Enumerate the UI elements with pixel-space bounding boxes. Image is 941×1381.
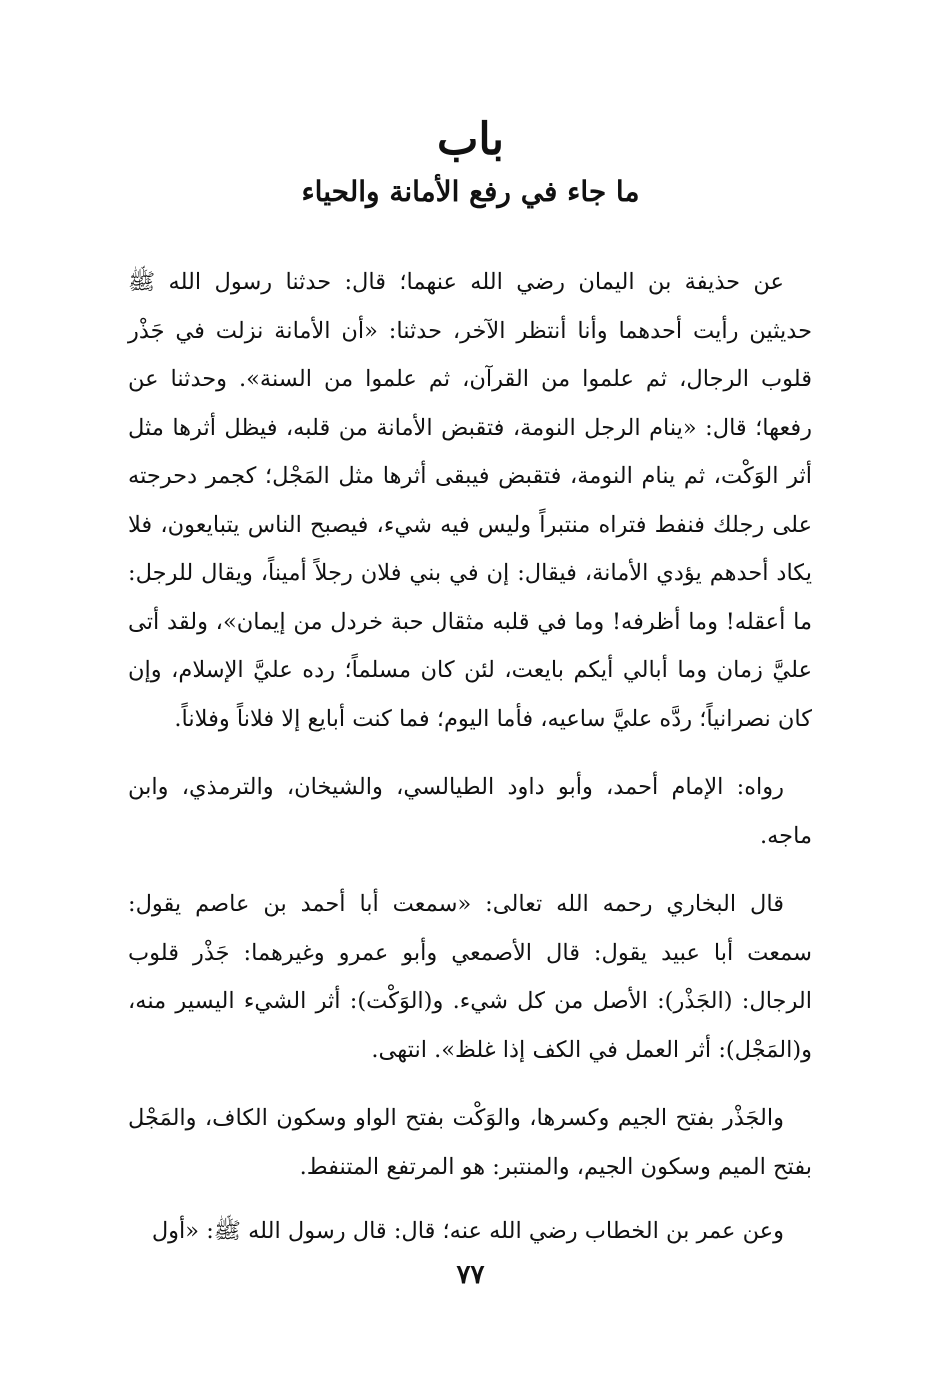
- next-hadith-paragraph: وعن عمر بن الخطاب رضي الله عنه؛ قال: قال رسول الله ﷺ: «أول: [151, 1218, 784, 1244]
- chapter-heading: باب: [436, 114, 505, 165]
- chapter-subtitle: ما جاء في رفع الأمانة والحياء: [301, 175, 640, 208]
- body-text: [128, 258, 812, 1256]
- vocalization-note-paragraph: والجَذْر بفتح الجيم وكسرها، والوَكْت بفتح الواو وسكون الكاف، والمَجْل بفتح الميم وسكون الجيم، والمنتبر: هو المرتفع المتنفط.: [128, 1105, 812, 1180]
- bukhari-commentary-paragraph: قال البخاري رحمه الله تعالى: «سمعت أبا أحمد بن عاصم يقول: سمعت أبا عبيد يقول: قال الأصمعي وأبو عمرو وغيرهما: جَذْر قلوب الرجال: (الجَذْر): الأصل من كل شيء. و(الوَكْت): أثر الشيء اليسير منه، و(المَجْل): أثر العمل في الكف إذا غلظ». انتهى.: [128, 891, 812, 1063]
- page-number: ٧٧: [456, 1260, 485, 1290]
- narrators-paragraph: رواه: الإمام أحمد، وأبو داود الطيالسي، والشيخان، والترمذي، وابن ماجه.: [128, 774, 812, 849]
- hadith-paragraph: عن حذيفة بن اليمان رضي الله عنهما؛ قال: حدثنا رسول الله ﷺ حديثين رأيت أحدهما وأنا أنتظر الآخر، حدثنا: «أن الأمانة نزلت في جَذْر قلوب الرجال، ثم علموا من القرآن، ثم علموا من السنة». وحدثنا عن رفعها؛ قال: «ينام الرجل النومة، فتقبض الأمانة من قلبه، فيظل أثرها مثل أثر الوَكْت، ثم ينام النومة، فتقبض فيبقى أثرها مثل المَجْل؛ كجمر دحرجته على رجلك فنفط فتراه منتبراً وليس فيه شيء، فيصبح الناس يتبايعون، فلا يكاد أحدهم يؤدي الأمانة، فيقال: إن في بني فلان رجلاً أميناً، ويقال للرجل: ما أعقله! وما أظرفه! وما في قلبه مثقال حبة خردل من إيمان»، ولقد أتى عليَّ زمان وما أبالي أيكم بايعت، لئن كان مسلماً؛ رده عليَّ الإسلام، وإن كان نصرانياً؛ ردَّه عليَّ ساعيه، فأما اليوم؛ فما كنت أبايع إلا فلاناً وفلاناً.: [128, 269, 812, 732]
